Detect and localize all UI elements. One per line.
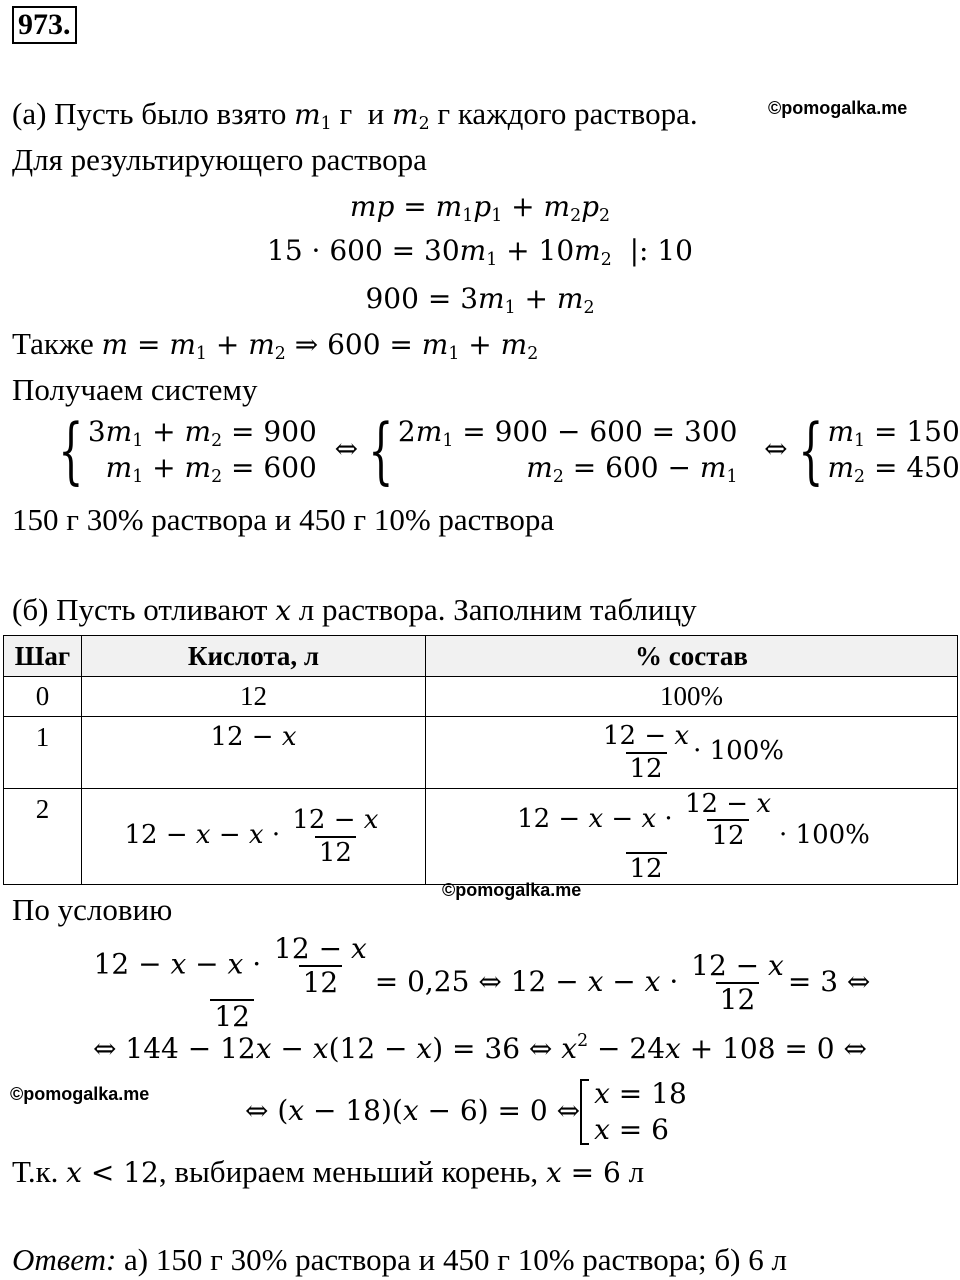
table-row bbox=[4, 677, 958, 717]
equation-substituted: $15 \cdot 600 = 30m_1 + 10m_2$ |: 10 bbox=[267, 234, 693, 271]
watermark: ©pomogalka.me bbox=[768, 98, 908, 118]
step-cell: 1 bbox=[4, 717, 82, 789]
equation-simplified: $900 = 3m_1 + m_2$ bbox=[365, 282, 595, 319]
also-line: Также $m = m_1 + m_2$ ⇒ $600 = m_1 + m_2$ bbox=[12, 326, 539, 365]
acid-cell: 12 − x − x · $\frac{12 - x}{12}$ bbox=[82, 789, 426, 885]
equation-factored: ⇔ (x − 18)(x − 6) = 0 ⇔ x = 18 x = 6 bbox=[245, 1077, 687, 1147]
table-header-row bbox=[4, 636, 958, 677]
table-row bbox=[4, 789, 958, 885]
watermark: ©pomogalka.me bbox=[442, 880, 582, 900]
final-answer bbox=[12, 1242, 787, 1278]
percent-cell: 100% bbox=[426, 677, 958, 717]
watermark: ©pomogalka.me bbox=[10, 1084, 150, 1104]
solution-table bbox=[3, 635, 958, 885]
table-row bbox=[4, 717, 958, 789]
since-line: Т.к. x < 12, выбираем меньший корень, x = 6 л bbox=[12, 1154, 645, 1189]
part-a-answer-line: 150 г 30% раствора и 450 г 10% раствора bbox=[12, 502, 555, 537]
problem-number: 973. bbox=[12, 6, 77, 44]
acid-cell: 12 bbox=[82, 677, 426, 717]
answer-label: Ответ: bbox=[12, 1242, 117, 1277]
equation-mass-balance: mp = $m_1p_1 + m_2p_2$ bbox=[349, 190, 611, 227]
equation-condition: 12 − x − x · $\frac{12 - x}{12}$ 12 = 0,25 ⇔ 12 − x − x · $\frac{12 - x}{12}$ = 3 ⇔ bbox=[93, 932, 871, 1034]
answer-text: а) 150 г 30% раствора и 450 г 10% раствора; б) 6 л bbox=[124, 1242, 787, 1277]
table-header: % состав bbox=[426, 636, 958, 677]
part-b-intro: (б) Пусть отливают x л раствора. Заполним таблицу bbox=[12, 592, 697, 627]
step-cell: 2 bbox=[4, 789, 82, 885]
equation-expanded: ⇔ 144 − 12x − x(12 − x) = 36 ⇔ $x^2 - 24x + 108 = 0$ ⇔ bbox=[93, 1030, 867, 1065]
get-system-line: Получаем систему bbox=[12, 372, 258, 407]
acid-cell: 12 − x bbox=[82, 717, 426, 789]
step-cell: 0 bbox=[4, 677, 82, 717]
system-of-equations: { $3m_1 + m_2 = 900$ $m_1 + m_2 = 600$ ⇔ { $2m_1 = 900 - 600 = 300$ $m_2 = 600 - m_1$ ⇔ { $m_1 = 150$ $m_2 = 450$ bbox=[58, 408, 960, 493]
result-solution-line: Для результирующего раствора bbox=[12, 142, 427, 177]
percent-cell: $\frac{12 - x}{12}$ · 100% bbox=[426, 717, 958, 789]
percent-cell: 12 − x − x · $\frac{12 - x}{12}$ 12 · 100% bbox=[426, 789, 958, 885]
table-header: Шаг bbox=[4, 636, 82, 677]
part-a-intro: (а) Пусть было взято $m_1$ г и $m_2$ г каждого раствора. bbox=[12, 96, 698, 135]
table-header: Кислота, л bbox=[82, 636, 426, 677]
by-condition-line: По условию bbox=[12, 892, 173, 927]
